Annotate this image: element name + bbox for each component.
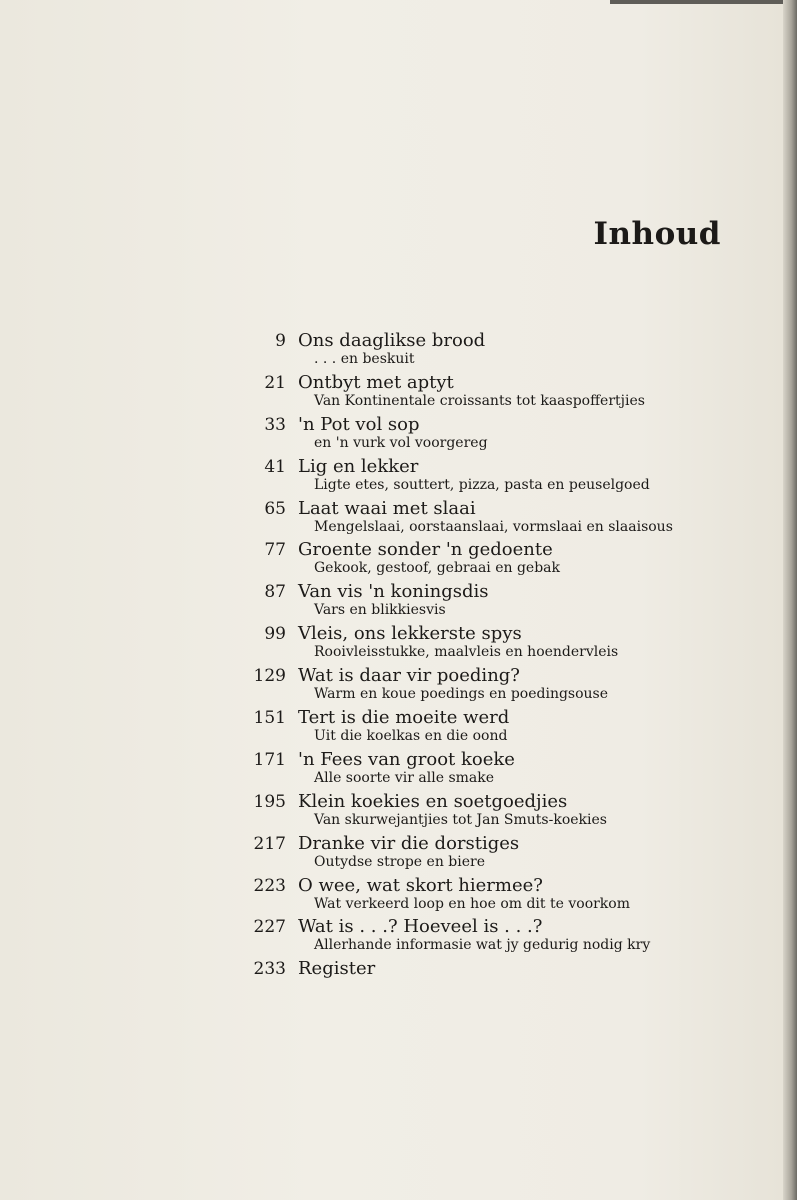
page-spine-edge (783, 0, 797, 1200)
toc-chapter-subtitle: en 'n vurk vol voorgereg (314, 434, 488, 451)
toc-entry (236, 414, 756, 456)
toc-chapter-subtitle: Allerhande informasie wat jy gedurig nodig kry (314, 937, 651, 954)
toc-entry (236, 372, 756, 414)
toc-chapter-subtitle: Wat verkeerd loop en hoe om dit te voorkom (314, 895, 630, 912)
toc-chapter-title: Wat is daar vir poeding? (298, 665, 520, 687)
toc-entry-texts (298, 372, 645, 414)
toc-entry-texts (298, 539, 560, 581)
toc-entry-texts (298, 498, 673, 540)
toc-chapter-subtitle: Ligte etes, souttert, pizza, pasta en peuselgoed (314, 476, 650, 493)
toc-page-number: 217 (253, 833, 286, 854)
toc-page-number: 77 (264, 540, 286, 561)
toc-chapter-title: 'n Pot vol sop (298, 413, 420, 435)
toc-entry (236, 581, 756, 623)
toc-entry (236, 791, 756, 833)
toc-chapter-title: Vleis, ons lekkerste spys (298, 623, 522, 645)
toc-entry (236, 330, 756, 372)
toc-chapter-title: Groente sonder 'n gedoente (298, 539, 553, 561)
toc-entry-texts (298, 456, 650, 498)
toc-page-number: 21 (264, 372, 286, 393)
toc-page-number: 227 (253, 917, 286, 938)
toc-entry-texts (298, 414, 488, 456)
toc-chapter-title: Wat is . . .? Hoeveel is . . .? (298, 916, 543, 938)
toc-chapter-subtitle: Van skurwejantjies tot Jan Smuts-koekies (314, 811, 607, 828)
toc-entry-texts (298, 330, 485, 372)
toc-entry (236, 707, 756, 749)
toc-chapter-title: 'n Fees van groot koeke (298, 748, 515, 770)
toc-entry (236, 916, 756, 958)
toc-entry-texts (298, 707, 509, 749)
page-title: Inhoud (593, 216, 721, 252)
toc-chapter-subtitle: Van Kontinentale croissants tot kaaspoffertjies (314, 392, 645, 409)
toc-chapter-title: Register (298, 958, 376, 980)
toc-page-number: 41 (264, 456, 286, 477)
toc-entry (236, 875, 756, 917)
toc-chapter-title: Ons daaglikse brood (298, 330, 486, 351)
toc-page-number: 151 (253, 708, 286, 729)
toc-page-number: 99 (264, 624, 286, 645)
toc-page-number: 129 (253, 666, 286, 687)
toc-chapter-subtitle: Gekook, gestoof, gebraai en gebak (314, 560, 561, 577)
toc-chapter-title: Laat waai met slaai (298, 497, 476, 519)
toc-chapter-title: Van vis 'n koningsdis (298, 581, 489, 603)
toc-entry (236, 833, 756, 875)
page-top-edge (610, 0, 797, 4)
toc-chapter-subtitle: . . . en beskuit (314, 351, 415, 367)
toc-page-number: 171 (253, 749, 286, 770)
toc-entry-texts (298, 623, 618, 665)
toc-chapter-subtitle: Alle soorte vir alle smake (314, 769, 495, 786)
toc-chapter-title: Lig en lekker (298, 455, 419, 477)
toc-chapter-subtitle: Uit die koelkas en die oond (314, 728, 508, 745)
toc-entry (236, 665, 756, 707)
toc-chapter-title: O wee, wat skort hiermee? (298, 874, 543, 896)
toc-page-number: 233 (253, 959, 286, 980)
toc-entry-texts (298, 875, 630, 917)
toc-entry (236, 623, 756, 665)
toc-chapter-title: Ontbyt met aptyt (298, 371, 454, 393)
toc-page-number: 65 (264, 498, 286, 519)
toc-chapter-subtitle: Outydse strope en biere (314, 853, 485, 870)
toc-entry (236, 958, 756, 1000)
toc-chapter-subtitle: Warm en koue poedings en poedingsouse (314, 686, 609, 703)
toc-chapter-title: Dranke vir die dorstiges (298, 832, 520, 854)
toc-page-number: 195 (253, 791, 286, 812)
toc-entry (236, 749, 756, 791)
toc-chapter-subtitle: Vars en blikkiesvis (314, 602, 446, 619)
toc-page-number: 223 (253, 875, 286, 896)
toc-entry-texts (298, 916, 650, 958)
toc-entry (236, 539, 756, 581)
toc-entry-texts (298, 958, 375, 1000)
toc-chapter-subtitle: Rooivleisstukke, maalvleis en hoendervleis (314, 644, 619, 661)
toc-chapter-title: Tert is die moeite werd (298, 707, 510, 729)
toc-entry-texts (298, 749, 515, 791)
toc-chapter-title: Klein koekies en soetgoedjies (298, 790, 568, 812)
toc-entry-texts (298, 833, 519, 875)
toc-page-number: 87 (264, 582, 286, 603)
toc-entry-texts (298, 791, 607, 833)
toc-page-number: 33 (264, 414, 286, 435)
toc-page-number: 9 (275, 331, 286, 351)
toc-entry-texts (298, 581, 489, 623)
toc-entry-texts (298, 665, 608, 707)
table-of-contents (236, 330, 756, 1000)
toc-entry (236, 498, 756, 540)
toc-entry (236, 456, 756, 498)
toc-chapter-subtitle: Mengelslaai, oorstaanslaai, vormslaai en slaaisous (314, 518, 673, 535)
